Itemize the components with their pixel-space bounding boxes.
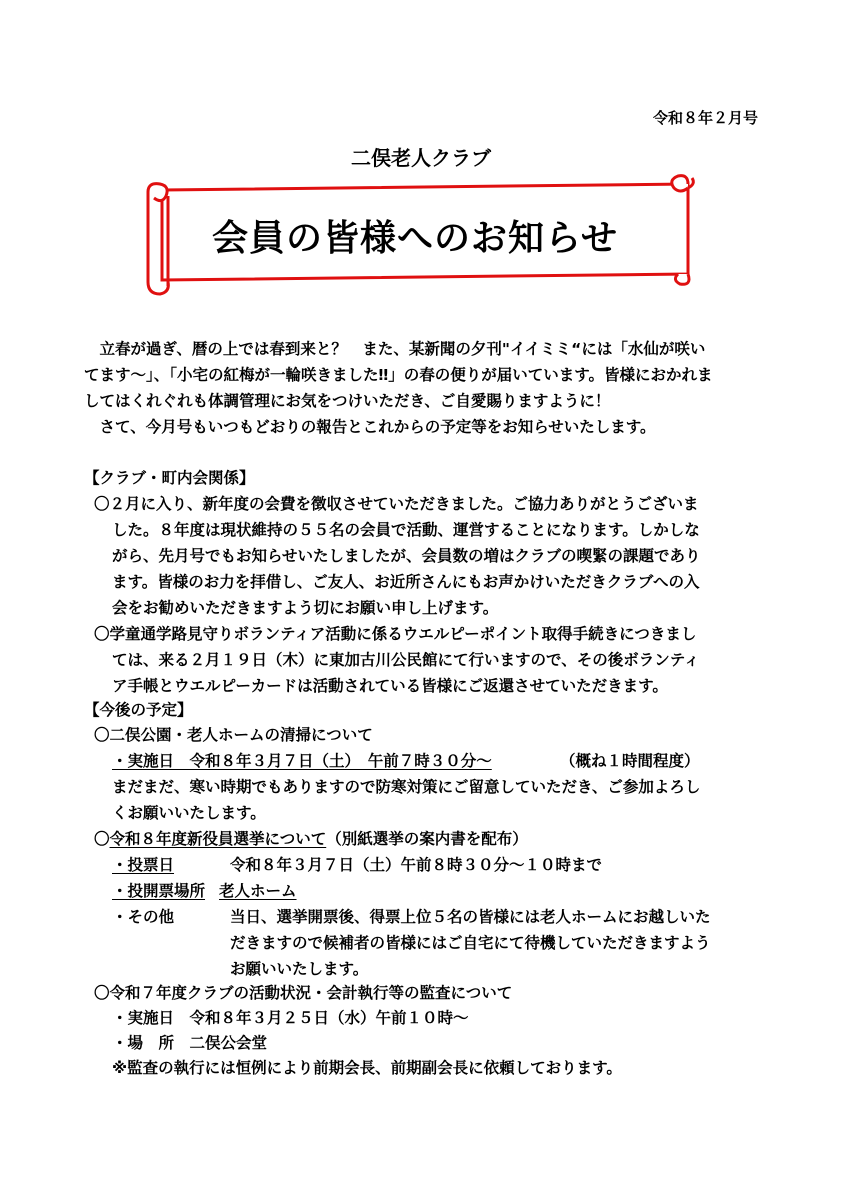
club-item1-line: 〇２月に入り、新年度の会費を徴収させていただきました。ご協力ありがとうございま bbox=[94, 495, 699, 513]
election-title-suffix: （別紙選挙の案内書を配布） bbox=[326, 830, 528, 848]
section-heading-schedule: 【今後の予定】 bbox=[84, 701, 193, 719]
election-title-main: 令和８年度新役員選挙について bbox=[109, 830, 327, 848]
intro-line: 立春が過ぎ、暦の上では春到来と？ また、某新聞の夕刊"イイミミ“には「水仙が咲い bbox=[84, 340, 706, 358]
election-other-text: だきますので候補者の皆様にはご自宅にて待機していただきますよう bbox=[230, 934, 711, 952]
election-other-text: お願いいたします。 bbox=[230, 960, 369, 978]
intro-line: してはくれぐれも体調管理にお気をつけいただき、ご自愛賜りますように！ bbox=[84, 392, 611, 410]
election-vote-label: ・投票日 bbox=[112, 856, 175, 874]
audit-date: ・実施日 令和８年３月２５日（水）午前１０時～ bbox=[112, 1009, 469, 1027]
cleaning-duration: （概ね１時間程度） bbox=[560, 752, 700, 770]
notice-title: 会員の皆様へのお知らせ bbox=[212, 218, 618, 259]
intro-line: さて、今月号もいつもどおりの報告とこれからの予定等をお知らせいたします。 bbox=[84, 418, 656, 436]
intro-line: てます～」、「小宅の紅梅が一輪咲きました‼」の春の便りが届いています。皆様におかれま bbox=[84, 366, 713, 384]
election-other-text: 当日、選挙開票後、得票上位５名の皆様には老人ホームにお越しいた bbox=[230, 908, 711, 926]
election-other-label: ・その他 bbox=[112, 908, 175, 926]
club-item2-line: ア手帳とウエルピーカードは活動されている皆様にご返還させていただきます。 bbox=[112, 677, 668, 695]
audit-title: 〇令和７年度クラブの活動状況・会計執行等の監査について bbox=[94, 984, 513, 1002]
election-title bbox=[94, 826, 528, 852]
cleaning-title: 〇二俣公園・老人ホームの清掃について bbox=[94, 726, 373, 744]
club-item2-line: 〇学童通学路見守りボランティア活動に係るウエルピーポイント取得手続きにつきまし bbox=[94, 625, 697, 643]
cleaning-date: ・実施日 令和８年３月７日（土） 午前７時３０分～ bbox=[112, 752, 492, 770]
club-item2-line: ては、来る２月１９日（木）に東加古川公民館にて行いますので、その後ボランティ bbox=[112, 651, 700, 669]
club-item1-line: 会をお勧めいただきますよう切にお願い申し上げます。 bbox=[112, 599, 499, 617]
cleaning-note: くお願いいたします。 bbox=[112, 804, 266, 822]
club-name: 二俣老人クラブ bbox=[351, 146, 491, 170]
audit-note: ※監査の執行には恒例により前期会長、前期副会長に依頼しております。 bbox=[112, 1059, 622, 1077]
election-vote-value: 令和８年３月７日（土）午前８時３０分～１０時まで bbox=[230, 856, 603, 874]
election-place-label: ・投開票場所 bbox=[112, 882, 206, 900]
club-item1-line: した。８年度は現状維持の５５名の会員で活動、運営することになります。しかしな bbox=[112, 521, 700, 539]
issue-date: 令和８年２月号 bbox=[652, 109, 758, 127]
audit-place: ・場 所 二俣公会堂 bbox=[112, 1034, 268, 1052]
election-vote-row bbox=[112, 852, 642, 878]
cleaning-note: まだまだ、寒い時期でもありますので防寒対策にご留意していただき、ご参加よろし bbox=[112, 778, 701, 796]
club-item1-line: がら、先月号でもお知らせいたしましたが、会員数の増はクラブの喫緊の課題であり bbox=[112, 547, 701, 565]
section-heading-club: 【クラブ・町内会関係】 bbox=[84, 469, 255, 487]
election-place-value: 老人ホーム bbox=[219, 882, 297, 900]
election-place-row bbox=[112, 878, 297, 904]
election-title-mark: 〇 bbox=[94, 830, 110, 848]
club-item1-line: ます。皆様のお力を拝借し、ご友人、お近所さんにもお声かけいただきクラブへの入 bbox=[112, 573, 700, 591]
